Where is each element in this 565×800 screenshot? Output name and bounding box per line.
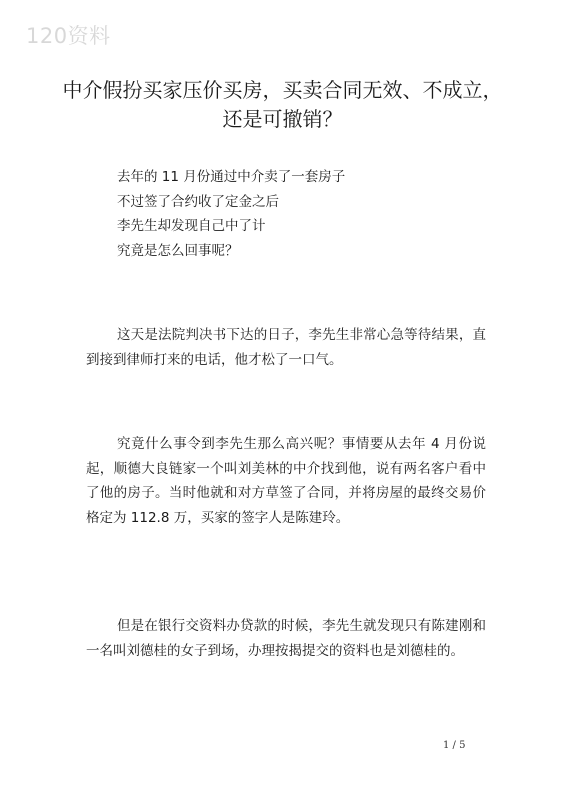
intro-line: 究竟是怎么回事呢？: [117, 242, 239, 259]
watermark: 120资料: [26, 24, 111, 48]
intro-line: 去年的 11 月份通过中介卖了一套房子: [117, 169, 346, 185]
intro-block: [117, 165, 345, 263]
intro-line: 李先生却发现自己中了计: [117, 218, 266, 234]
page-number: 1 / 5: [443, 740, 466, 751]
body-paragraph: 但是在银行交资料办贷款的时候，李先生就发现只有陈建刚和一名叫刘德桂的女子到场，办理按揭提交的资料也是刘德桂的。: [86, 618, 486, 659]
intro-line: 不过签了合约收了定金之后: [117, 193, 279, 210]
body-paragraph: 究竟什么事令到李先生那么高兴呢？事情要从去年 4 月份说起，顺德大良链家一个叫刘美林的中介找到他，说有两名客户看中了他的房子。当时他就和对方草签了合同，并将房屋的最终交易价格定为 112.8 万，买家的签字人是陈建玲。: [86, 436, 486, 526]
document-title: 中介假扮买家压价买房，买卖合同无效、不成立，还是可撤销？: [62, 78, 503, 131]
body-paragraph: 这天是法院判决书下达的日子，李先生非常心急等待结果，直到接到律师打来的电话，他才松了一口气。: [86, 327, 486, 368]
